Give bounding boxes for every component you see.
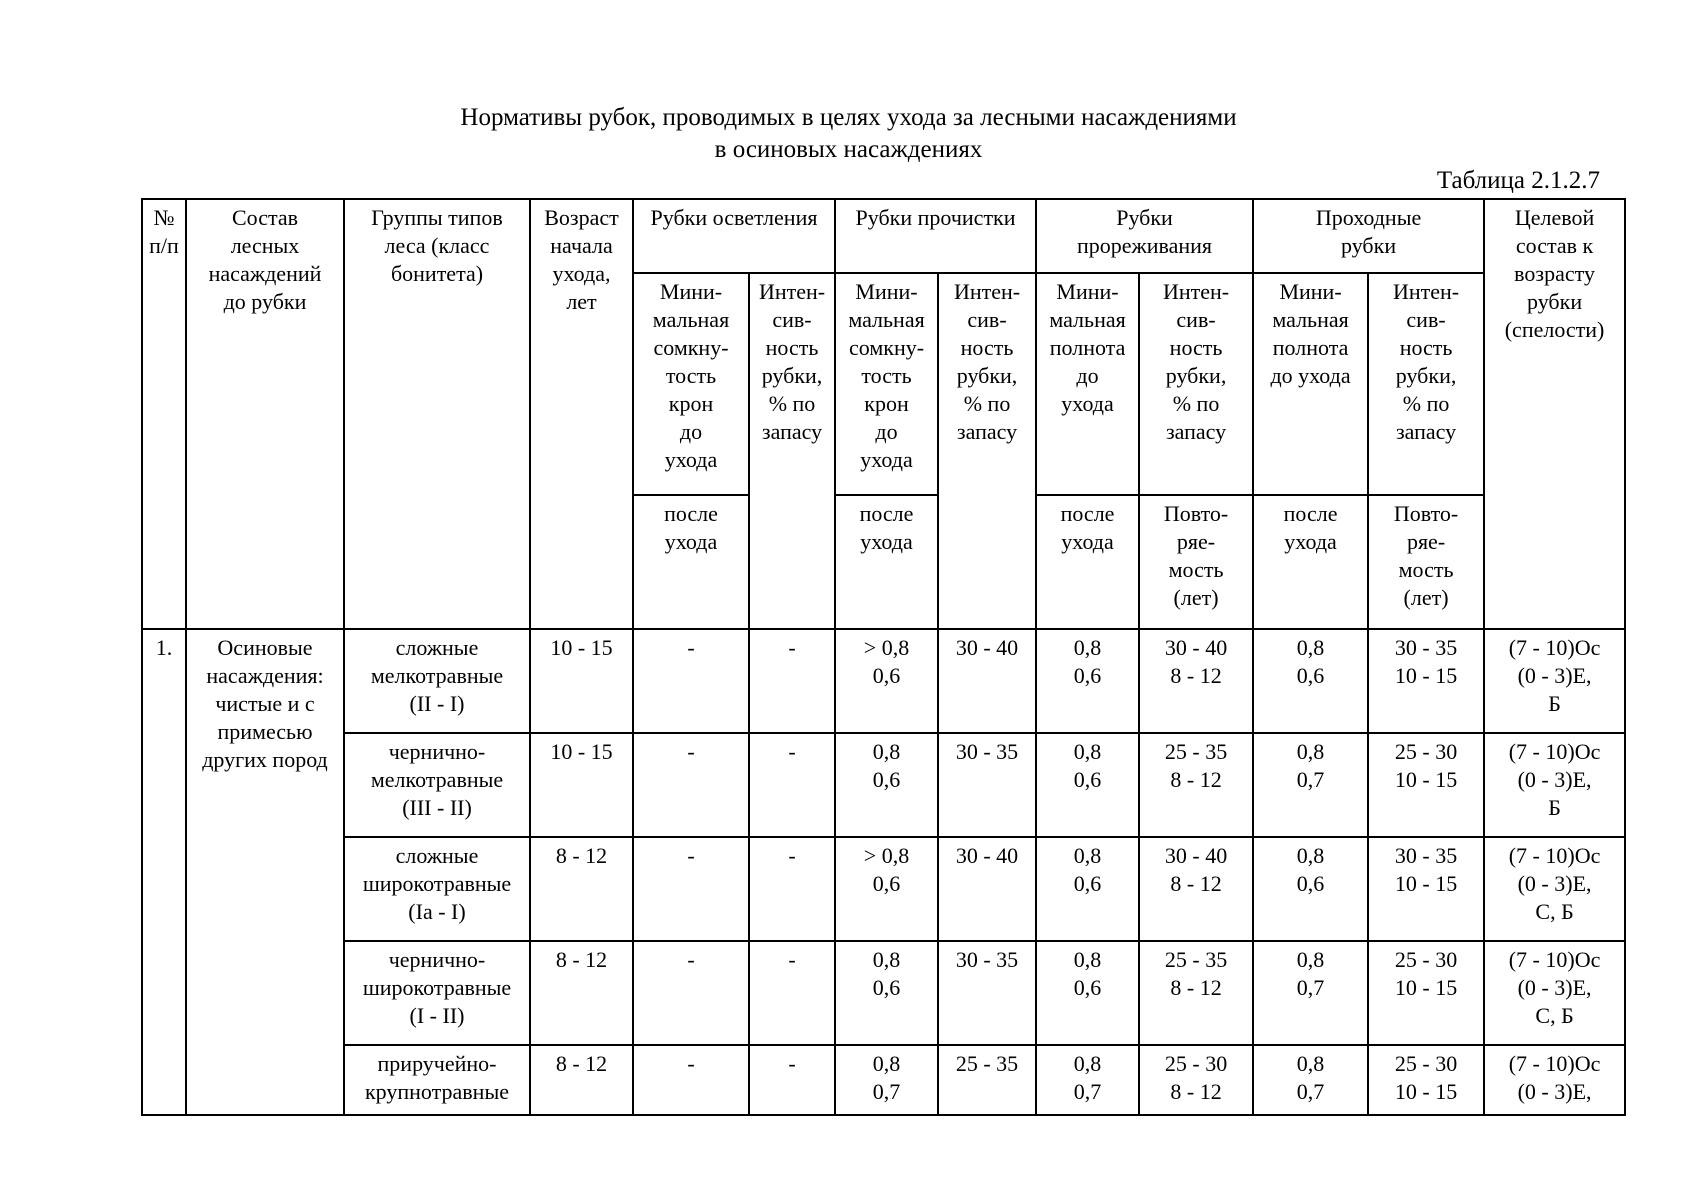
header-age: Возраст начала ухода, лет [530,199,633,629]
header-cleaning: Рубки прочистки [835,199,1036,273]
table-row [142,733,1625,837]
row-group: приручейно- крупнотравные [344,1045,530,1115]
title-line-1: Нормативы рубок, проводимых в целях ухода за лесными насаждениями [460,104,1237,131]
row-target: (7 - 10)Ос (0 - 3)Е, С, Б [1484,837,1625,941]
row-pass-intensity: 30 - 35 10 - 15 [1368,629,1484,733]
row-target: (7 - 10)Ос (0 - 3)Е, Б [1484,629,1625,733]
row-thin-density: 0,8 0,6 [1036,629,1139,733]
row-clean-intensity: 30 - 35 [938,733,1036,837]
header-pass-after: после ухода [1253,495,1368,629]
header-composition: Состав лесных насаждений до рубки [186,199,344,629]
row-group: чернично- широкотравные (I - II) [344,941,530,1045]
row-thin-density: 0,8 0,7 [1036,1045,1139,1115]
row-target: (7 - 10)Ос (0 - 3)Е, Б [1484,733,1625,837]
row-pass-intensity: 25 - 30 10 - 15 [1368,941,1484,1045]
row-thin-intensity: 25 - 35 8 - 12 [1139,941,1253,1045]
row-clean-closure: > 0,8 0,6 [835,629,938,733]
row-composition: Осиновые насаждения: чистые и с примесью других пород [186,629,344,1115]
header-thin-intensity: Интен- сив- ность рубки, % по запасу [1139,273,1253,495]
row-clar-closure: - [633,629,749,733]
row-clean-intensity: 30 - 40 [938,629,1036,733]
table-number: Таблица 2.1.2.7 [1436,167,1600,194]
row-thin-intensity: 25 - 30 8 - 12 [1139,1045,1253,1115]
row-clean-closure: 0,8 0,6 [835,941,938,1045]
row-clar-closure: - [633,837,749,941]
row-group: сложные мелкотравные (II - I) [344,629,530,733]
header-clean-intensity: Интен- сив- ность рубки, % по запасу [938,273,1036,629]
row-clar-closure: - [633,1045,749,1115]
row-pass-intensity: 25 - 30 10 - 15 [1368,733,1484,837]
row-thin-density: 0,8 0,6 [1036,733,1139,837]
row-clar-intensity: - [749,733,835,837]
row-pass-intensity: 30 - 35 10 - 15 [1368,837,1484,941]
row-group: сложные широкотравные (Iа - I) [344,837,530,941]
header-forest-groups: Группы типов леса (класс бонитета) [344,199,530,629]
row-age: 8 - 12 [530,1045,633,1115]
header-thinning: Рубки прореживания [1036,199,1253,273]
row-clean-closure: 0,8 0,7 [835,1045,938,1115]
row-num: 1. [142,629,186,1115]
row-target: (7 - 10)Ос (0 - 3)Е, С, Б [1484,941,1625,1045]
header-pass-intensity: Интен- сив- ность рубки, % по запасу [1368,273,1484,495]
header-passing: Проходные рубки [1253,199,1484,273]
header-thin-repeat: Повто- ряе- мость (лет) [1139,495,1253,629]
row-thin-intensity: 25 - 35 8 - 12 [1139,733,1253,837]
row-group: чернично- мелкотравные (III - II) [344,733,530,837]
row-pass-density: 0,8 0,6 [1253,837,1368,941]
row-thin-density: 0,8 0,6 [1036,941,1139,1045]
row-age: 10 - 15 [530,733,633,837]
row-clean-intensity: 30 - 40 [938,837,1036,941]
header-target: Целевой состав к возрасту рубки (спелости) [1484,199,1625,629]
document-title [0,102,1697,166]
row-clar-closure: - [633,941,749,1045]
header-clar-intensity: Интен- сив- ность рубки, % по запасу [749,273,835,629]
row-target: (7 - 10)Ос (0 - 3)Е, [1484,1045,1625,1115]
norms-table [141,198,1626,1116]
table-row [142,629,1625,733]
row-clean-closure: 0,8 0,6 [835,733,938,837]
table-row [142,837,1625,941]
header-clean-min-closure: Мини- мальная сомкну- тость крон до ухода [835,273,938,495]
row-clar-intensity: - [749,837,835,941]
header-thin-after: после ухода [1036,495,1139,629]
row-clar-intensity: - [749,1045,835,1115]
header-row-1 [142,199,1625,273]
row-age: 8 - 12 [530,941,633,1045]
row-clar-closure: - [633,733,749,837]
header-pass-repeat: Повто- ряе- мость (лет) [1368,495,1484,629]
title-line-2: в осиновых насаждениях [714,136,983,163]
row-thin-intensity: 30 - 40 8 - 12 [1139,837,1253,941]
table-row [142,1045,1625,1115]
row-pass-intensity: 25 - 30 10 - 15 [1368,1045,1484,1115]
row-pass-density: 0,8 0,7 [1253,941,1368,1045]
header-clarification: Рубки осветления [633,199,835,273]
header-num: № п/п [142,199,186,629]
row-thin-intensity: 30 - 40 8 - 12 [1139,629,1253,733]
row-clean-intensity: 25 - 35 [938,1045,1036,1115]
header-clar-after: после ухода [633,495,749,629]
header-clean-after: после ухода [835,495,938,629]
row-clar-intensity: - [749,941,835,1045]
row-clean-closure: > 0,8 0,6 [835,837,938,941]
header-thin-min-density: Мини- мальная полнота до ухода [1036,273,1139,495]
row-pass-density: 0,8 0,7 [1253,733,1368,837]
row-pass-density: 0,8 0,7 [1253,1045,1368,1115]
row-age: 10 - 15 [530,629,633,733]
header-clar-min-closure: Мини- мальная сомкну- тость крон до ухода [633,273,749,495]
header-pass-min-density: Мини- мальная полнота до ухода [1253,273,1368,495]
row-clar-intensity: - [749,629,835,733]
row-thin-density: 0,8 0,6 [1036,837,1139,941]
row-pass-density: 0,8 0,6 [1253,629,1368,733]
row-age: 8 - 12 [530,837,633,941]
row-clean-intensity: 30 - 35 [938,941,1036,1045]
table-row [142,941,1625,1045]
